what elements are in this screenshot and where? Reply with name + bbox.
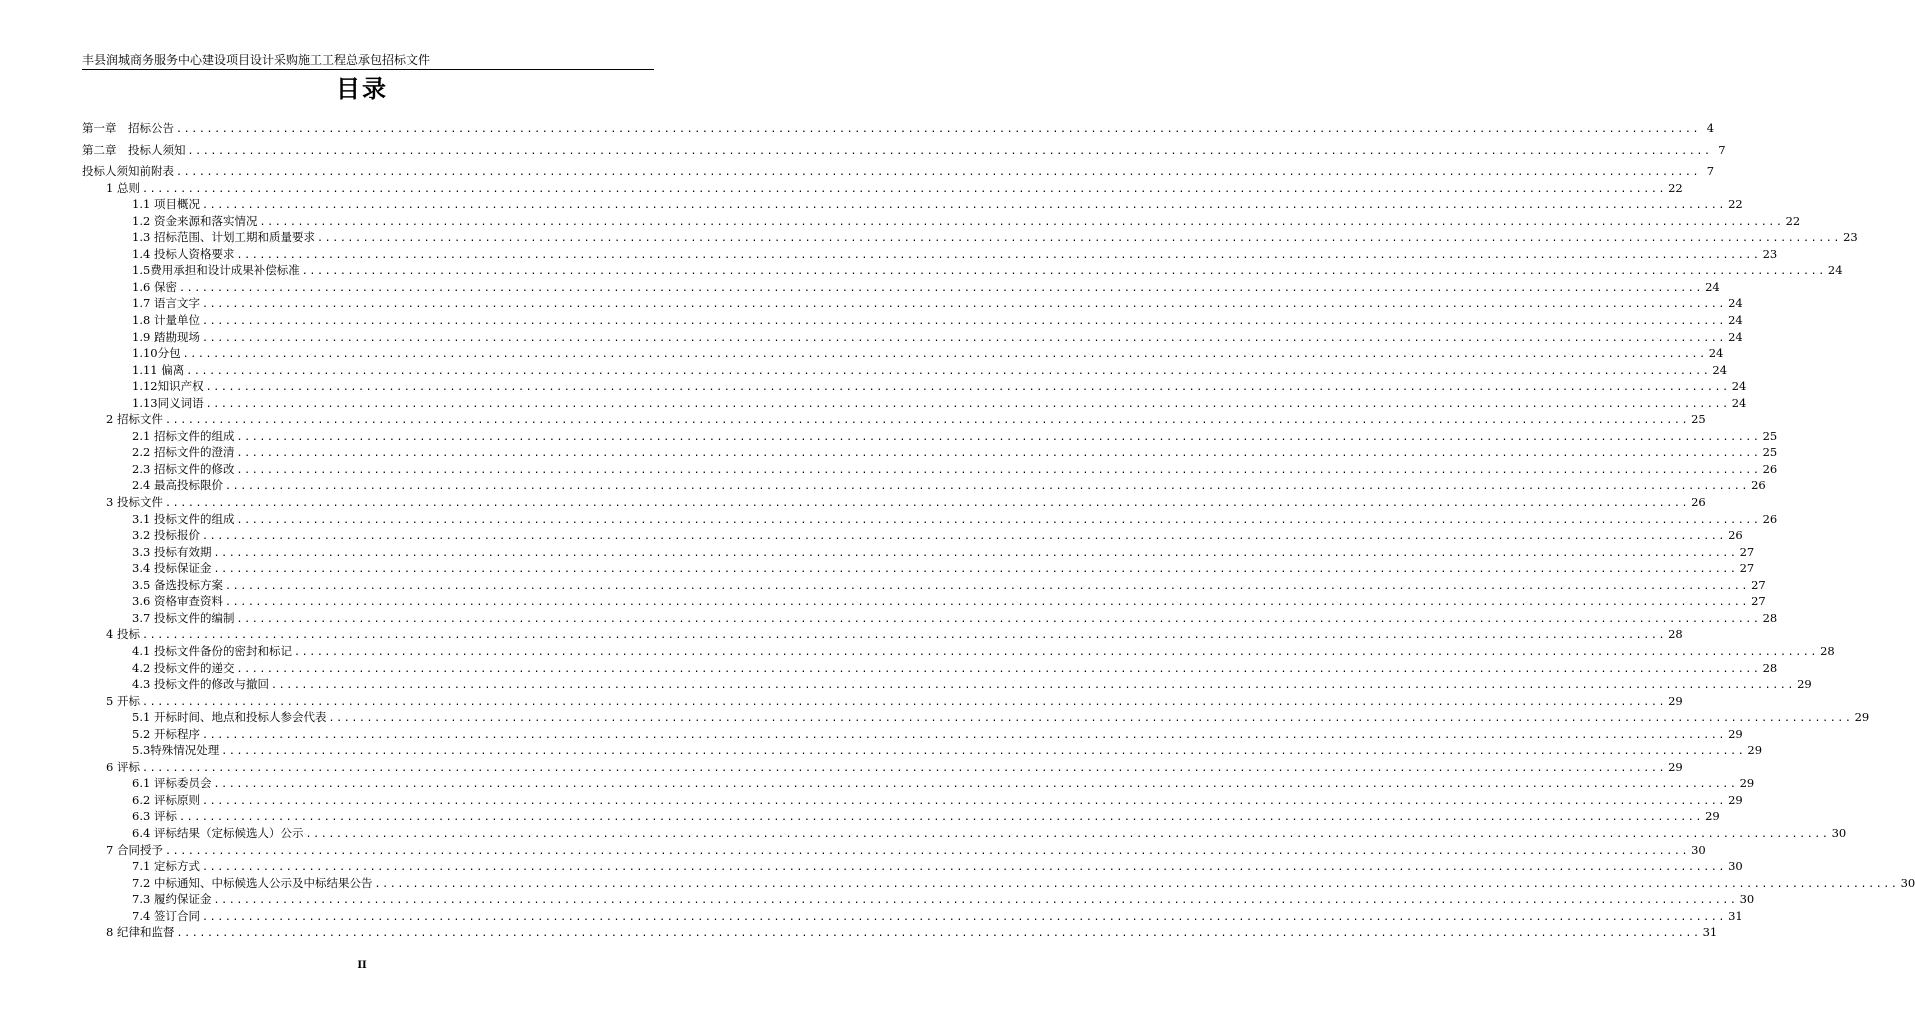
toc-entry[interactable] [82, 792, 1743, 809]
toc-dot-leader: ........................................................................................................................................................................................................ [301, 266, 1826, 278]
toc-entry-label: 1.2 资金来源和落实情况 [132, 213, 258, 228]
toc-dot-leader: ........................................................................................................................................................................................................ [221, 746, 1746, 758]
toc-entry-page: 26 [1691, 495, 1706, 510]
toc-entry-label: 7.3 履约保证金 [132, 892, 212, 907]
toc-entry-label: 8 纪律和监督 [106, 925, 175, 940]
toc-dot-leader: ........................................................................................................................................................................................................ [164, 498, 1690, 510]
toc-dot-leader: ........................................................................................................................................................................................................ [201, 729, 1727, 741]
toc-entry-label: 第一章 招标公告 [82, 121, 174, 135]
toc-entry-page: 24 [1728, 329, 1743, 344]
toc-entry-label: 2.3 招标文件的修改 [132, 461, 235, 476]
toc-entry[interactable] [82, 196, 1743, 213]
toc-entry[interactable] [82, 577, 1766, 594]
toc-entry-page: 30 [1728, 859, 1743, 874]
toc-entry[interactable] [82, 709, 1870, 726]
toc-entry-page: 29 [1728, 792, 1743, 807]
toc-dot-leader: ........................................................................................................................................................................................................ [182, 349, 1707, 361]
toc-dot-leader: ........................................................................................................................................................................................................ [213, 547, 1738, 559]
toc-entry-page: 30 [1739, 892, 1755, 907]
toc-entry-page: 24 [1705, 279, 1720, 294]
toc-entry[interactable] [82, 461, 1778, 478]
toc-entry[interactable] [82, 246, 1778, 263]
toc-entry[interactable] [82, 775, 1755, 792]
toc-entry-label: 5.3特殊情况处理 [132, 743, 220, 758]
toc-dot-leader: ........................................................................................................................................................................................................ [176, 928, 1701, 940]
toc-entry-label: 2.2 招标文件的澄清 [132, 445, 235, 460]
toc-dot-leader: ........................................................................................................................................................................................................ [201, 299, 1727, 311]
toc-dot-leader: ........................................................................................................................................................................................................ [187, 145, 1712, 157]
toc-entry[interactable] [82, 593, 1766, 610]
toc-entry-page: 4 [1706, 121, 1715, 135]
toc-entry-page: 27 [1739, 561, 1755, 576]
toc-entry-label: 6.3 评标 [132, 809, 177, 824]
toc-entry-label: 6.4 评标结果（定标候选人）公示 [132, 825, 304, 840]
toc-dot-leader: ........................................................................................................................................................................................................ [213, 564, 1738, 576]
toc-entry-label: 4.2 投标文件的递交 [132, 660, 235, 675]
toc-entry-label: 3.1 投标文件的组成 [132, 511, 235, 526]
running-header-text: 丰县润城商务服务中心建设项目设计采购施工工程总承包招标文件 [82, 53, 431, 67]
toc-dot-leader: ........................................................................................................................................................................................................ [141, 762, 1667, 774]
toc-dot-leader: ........................................................................................................................................................................................................ [178, 282, 1704, 294]
toc-entry[interactable] [82, 560, 1755, 577]
toc-entry[interactable] [82, 477, 1766, 494]
toc-entry-page: 29 [1668, 759, 1683, 774]
toc-entry-label: 2.1 招标文件的组成 [132, 428, 235, 443]
toc-dot-leader: ........................................................................................................................................................................................................ [236, 448, 1761, 460]
toc-dot-leader: ........................................................................................................................................................................................................ [213, 779, 1738, 791]
toc-entry-page: 25 [1762, 445, 1778, 460]
toc-entry-page: 24 [1731, 379, 1747, 394]
toc-entry[interactable] [82, 142, 1726, 159]
toc-entry-label: 1.11 偏离 [132, 362, 185, 377]
toc-dot-leader: ........................................................................................................................................................................................................ [224, 597, 1750, 609]
toc-entry-page: 27 [1751, 577, 1766, 592]
running-header [82, 52, 654, 70]
toc-entry-page: 7 [1718, 142, 1726, 157]
toc-dot-leader: ........................................................................................................................................................................................................ [205, 398, 1730, 410]
toc-entry-page: 30 [1691, 842, 1706, 857]
toc-entry[interactable] [82, 858, 1743, 875]
toc-dot-leader: ........................................................................................................................................................................................................ [176, 167, 1701, 179]
toc-dot-leader: ........................................................................................................................................................................................................ [328, 713, 1853, 725]
toc-entry[interactable] [82, 494, 1706, 511]
toc-entry-page: 31 [1728, 908, 1743, 923]
toc-entry-label: 6 评标 [106, 759, 140, 774]
toc-dot-leader: ........................................................................................................................................................................................................ [141, 183, 1667, 195]
toc-entry-label: 3.4 投标保证金 [132, 561, 212, 576]
toc-dot-leader: ........................................................................................................................................................................................................ [374, 878, 1899, 890]
toc-entry[interactable] [82, 891, 1755, 908]
toc-entry-page: 29 [1739, 776, 1755, 791]
toc-entry-label: 1.4 投标人资格要求 [132, 246, 235, 261]
toc-entry-page: 22 [1668, 180, 1683, 195]
toc-dot-leader: ........................................................................................................................................................................................................ [236, 464, 1761, 476]
toc-entry-label: 4.3 投标文件的修改与撤回 [132, 677, 269, 692]
toc-entry-label: 1.7 语言文字 [132, 296, 200, 311]
toc-entry-label: 7 合同授予 [106, 842, 163, 857]
toc-entry-page: 25 [1762, 428, 1778, 443]
toc-entry[interactable] [82, 312, 1743, 329]
toc-dot-leader: ........................................................................................................................................................................................................ [201, 332, 1727, 344]
toc-entry-page: 26 [1762, 511, 1778, 526]
toc-entry-page: 27 [1751, 594, 1766, 609]
toc-entry-page: 26 [1728, 528, 1743, 543]
toc-entry-label: 3 投标文件 [106, 495, 163, 510]
toc-entry-label: 1.10分包 [132, 346, 181, 361]
toc-entry[interactable] [82, 120, 1715, 137]
toc-entry[interactable] [82, 693, 1683, 710]
toc-entry[interactable] [82, 875, 1915, 892]
toc-entry-label: 7.1 定标方式 [132, 859, 200, 874]
toc-entry-label: 投标人须知前附表 [82, 164, 174, 179]
toc-entry-page: 30 [1900, 875, 1915, 890]
toc-dot-leader: ........................................................................................................................................................................................................ [141, 630, 1667, 642]
toc-entry-page: 29 [1854, 710, 1870, 725]
toc-entry-label: 3.3 投标有效期 [132, 544, 212, 559]
toc-dot-leader: ........................................................................................................................................................................................................ [201, 531, 1727, 543]
toc-entry-label: 1.9 踏勘现场 [132, 329, 200, 344]
toc-entry-label: 7.2 中标通知、中标候选人公示及中标结果公告 [132, 875, 373, 890]
toc-entry-label: 7.4 签订合同 [132, 908, 200, 923]
toc-entry-page: 24 [1728, 313, 1743, 328]
toc-dot-leader: ........................................................................................................................................................................................................ [201, 911, 1727, 923]
toc-dot-leader: ........................................................................................................................................................................................................ [141, 696, 1667, 708]
toc-entry[interactable] [82, 378, 1747, 395]
toc-entry-page: 28 [1762, 610, 1778, 625]
page-number: II [357, 960, 367, 971]
toc-entry-page: 23 [1762, 246, 1778, 261]
toc-entry[interactable] [82, 428, 1778, 445]
toc-dot-leader: ........................................................................................................................................................................................................ [205, 382, 1730, 394]
toc-entry-label: 1.6 保密 [132, 279, 177, 294]
toc-entry-page: 23 [1843, 230, 1858, 245]
toc-entry-page: 27 [1739, 544, 1755, 559]
toc-dot-leader: ........................................................................................................................................................................................................ [224, 481, 1750, 493]
toc-dot-leader: ........................................................................................................................................................................................................ [201, 795, 1727, 807]
toc-dot-leader: ........................................................................................................................................................................................................ [164, 845, 1690, 857]
toc-dot-leader: ........................................................................................................................................................................................................ [270, 680, 1796, 692]
toc-dot-leader: ........................................................................................................................................................................................................ [236, 663, 1761, 675]
toc-entry-label: 3.7 投标文件的编制 [132, 610, 235, 625]
toc-entry-page: 29 [1668, 693, 1683, 708]
toc-entry-page: 24 [1827, 263, 1843, 278]
toc-entry-page: 22 [1785, 213, 1801, 228]
toc-dot-leader: ........................................................................................................................................................................................................ [236, 249, 1761, 261]
toc-dot-leader: ........................................................................................................................................................................................................ [259, 216, 1784, 228]
toc-entry-page: 22 [1728, 197, 1743, 212]
toc-dot-leader: ........................................................................................................................................................................................................ [201, 316, 1727, 328]
toc-entry[interactable] [82, 610, 1778, 627]
toc-entry-label: 5 开标 [106, 693, 140, 708]
toc-entry[interactable] [82, 511, 1778, 528]
toc-dot-leader: ........................................................................................................................................................................................................ [178, 812, 1704, 824]
toc-entry[interactable] [82, 808, 1720, 825]
toc-entry-label: 1.1 项目概况 [132, 197, 200, 212]
toc-dot-leader: ........................................................................................................................................................................................................ [201, 862, 1727, 874]
toc-entry[interactable] [82, 527, 1743, 544]
toc-entry[interactable] [82, 329, 1743, 346]
toc-entry[interactable] [82, 660, 1778, 677]
toc-entry-page: 29 [1705, 809, 1720, 824]
toc-entry-page: 26 [1762, 461, 1778, 476]
toc-dot-leader: ........................................................................................................................................................................................................ [201, 200, 1727, 212]
page-title: 目录 [336, 75, 388, 103]
toc-entry[interactable] [82, 825, 1847, 842]
toc-dot-leader: ........................................................................................................................................................................................................ [236, 613, 1761, 625]
toc-entry-page: 26 [1751, 478, 1766, 493]
toc-entry-label: 1.5费用承担和设计成果补偿标准 [132, 263, 300, 278]
table-of-contents [82, 120, 1915, 941]
toc-entry-label: 1.3 招标范围、计划工期和质量要求 [132, 230, 315, 245]
toc-entry[interactable] [82, 295, 1743, 312]
toc-dot-leader: ........................................................................................................................................................................................................ [213, 895, 1738, 907]
toc-entry[interactable] [82, 544, 1755, 561]
toc-entry-label: 1.12知识产权 [132, 379, 204, 394]
toc-entry[interactable] [82, 643, 1835, 660]
toc-entry[interactable] [82, 279, 1720, 296]
toc-entry-page: 29 [1728, 726, 1743, 741]
toc-entry-label: 1.13同义词语 [132, 395, 204, 410]
toc-entry-page: 29 [1797, 677, 1812, 692]
toc-entry-page: 24 [1731, 395, 1747, 410]
toc-entry-label: 第二章 投标人须知 [82, 142, 186, 157]
toc-entry-label: 3.2 投标报价 [132, 528, 200, 543]
toc-entry-page: 7 [1706, 164, 1715, 179]
toc-dot-leader: ........................................................................................................................................................................................................ [293, 646, 1819, 658]
toc-entry[interactable] [82, 842, 1706, 859]
toc-entry[interactable] [82, 345, 1724, 362]
toc-entry-page: 24 [1728, 296, 1743, 311]
toc-entry-label: 6.2 评标原则 [132, 792, 200, 807]
toc-entry-label: 2 招标文件 [106, 412, 163, 427]
toc-entry-label: 3.6 资格审查资料 [132, 594, 223, 609]
toc-entry-label: 3.5 备选投标方案 [132, 577, 223, 592]
toc-entry[interactable] [82, 229, 1858, 246]
toc-entry[interactable] [82, 759, 1683, 776]
toc-entry[interactable] [82, 180, 1683, 197]
toc-entry[interactable] [82, 908, 1743, 925]
toc-dot-leader: ........................................................................................................................................................................................................ [236, 514, 1761, 526]
toc-entry-label: 1 总则 [106, 180, 140, 195]
toc-entry-label: 2.4 最高投标限价 [132, 478, 223, 493]
toc-entry-label: 4 投标 [106, 627, 140, 642]
toc-entry[interactable] [82, 362, 1728, 379]
toc-entry-page: 24 [1708, 346, 1724, 361]
toc-entry-label: 4.1 投标文件备份的密封和标记 [132, 643, 292, 658]
toc-entry-label: 5.2 开标程序 [132, 726, 200, 741]
toc-entry-page: 30 [1831, 825, 1847, 840]
toc-entry[interactable] [82, 444, 1778, 461]
toc-entry[interactable] [82, 626, 1683, 643]
toc-dot-leader: ........................................................................................................................................................................................................ [316, 233, 1842, 245]
toc-entry[interactable] [82, 924, 1718, 941]
toc-dot-leader: ........................................................................................................................................................................................................ [176, 124, 1701, 135]
toc-entry-page: 29 [1747, 743, 1763, 758]
toc-entry-page: 28 [1820, 643, 1835, 658]
toc-entry[interactable] [82, 676, 1812, 693]
toc-entry-page: 24 [1712, 362, 1728, 377]
toc-entry[interactable] [82, 163, 1715, 180]
toc-dot-leader: ........................................................................................................................................................................................................ [164, 415, 1690, 427]
toc-dot-leader: ........................................................................................................................................................................................................ [186, 365, 1711, 377]
toc-entry[interactable] [82, 726, 1743, 743]
toc-dot-leader: ........................................................................................................................................................................................................ [236, 431, 1761, 443]
toc-dot-leader: ........................................................................................................................................................................................................ [305, 828, 1830, 840]
toc-entry[interactable] [82, 213, 1801, 230]
toc-dot-leader: ........................................................................................................................................................................................................ [224, 580, 1750, 592]
toc-entry[interactable] [82, 742, 1763, 759]
toc-entry[interactable] [82, 395, 1747, 412]
toc-entry-page: 28 [1762, 660, 1778, 675]
toc-entry-page: 28 [1668, 627, 1683, 642]
toc-entry-label: 6.1 评标委员会 [132, 776, 212, 791]
toc-entry-page: 25 [1691, 412, 1706, 427]
toc-entry-label: 1.8 计量单位 [132, 313, 200, 328]
toc-entry-page: 31 [1702, 925, 1718, 940]
toc-entry-label: 5.1 开标时间、地点和投标人参会代表 [132, 710, 327, 725]
toc-entry[interactable] [82, 262, 1843, 279]
toc-entry[interactable] [82, 411, 1706, 428]
